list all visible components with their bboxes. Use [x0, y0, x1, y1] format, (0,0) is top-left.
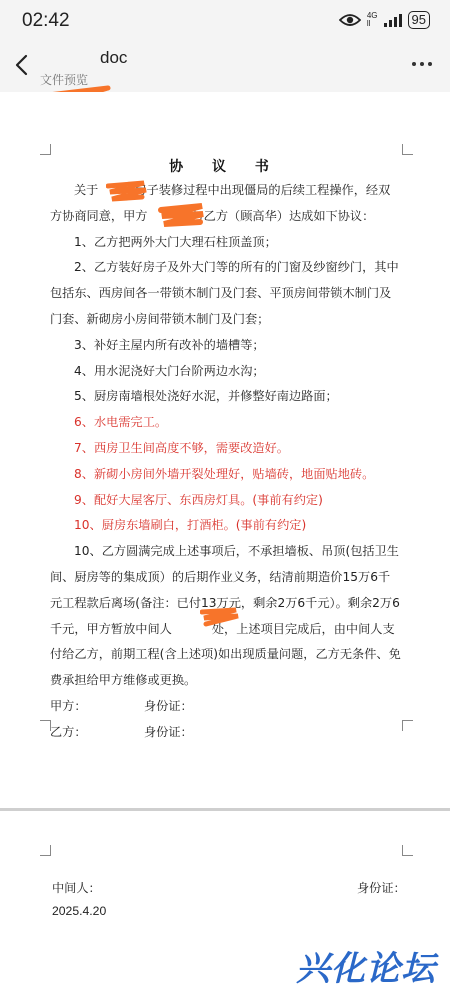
network-sub: ll [366, 19, 371, 28]
middleman-label: 中间人： [52, 881, 101, 895]
party-a-sign-row [50, 694, 402, 720]
agreement-item: 10、厨房东墙刷白，打酒柜。(事前有约定) [74, 518, 307, 533]
network-label: 4G [366, 11, 378, 20]
page-corner-mark [402, 845, 413, 856]
intro-paragraph: 关于 房子装修过程中出现僵局的后续工程操作，经双方协商同意，甲方 与乙方（顾高华）达成如下协议： [50, 183, 391, 223]
signal-icon [384, 13, 402, 27]
document-subtitle: 文件预览 [40, 73, 89, 87]
page-corner-mark [40, 144, 51, 155]
agreement-item: 7、西房卫生间高度不够，需要改造好。 [74, 440, 289, 455]
agreement-item: 4、用水泥浇好大门台阶两边水沟； [74, 363, 265, 378]
middleman-id-label: 身份证： [357, 881, 406, 895]
status-time: 02:42 [22, 10, 70, 31]
status-icons [339, 11, 430, 29]
redaction-scribble [106, 180, 148, 202]
document-page-2 [0, 811, 450, 1000]
redaction-scribble [200, 606, 240, 628]
party-a-label: 甲方： [50, 698, 87, 713]
network-indicator [367, 12, 378, 28]
agreement-item: 6、水电需完工。 [74, 415, 168, 430]
agreement-item: 3、补好主屋内所有改补的墙槽等； [74, 337, 265, 352]
party-a-id-label: 身份证： [144, 698, 193, 713]
agreement-item: 8、新砌小房间外墙开裂处理好，贴墙砖，地面贴地砖。 [74, 466, 375, 481]
battery-icon: 95 [408, 11, 430, 29]
forum-watermark: 兴化论坛 [296, 949, 436, 989]
agreement-item: 2、乙方装好房子及外大门等的所有的门窗及纱窗纱门，其中包括东、西房间各一带锁木制门及门套、平顶房间带锁木制门及门套、新砌房小房间带锁木制门及门套； [50, 260, 399, 326]
agreement-heading: 协 议 书 [169, 159, 281, 175]
eye-icon [339, 13, 361, 27]
party-b-sign-row [50, 720, 402, 746]
signing-date: 2025.4.20 [52, 904, 107, 918]
agreement-items [50, 230, 402, 540]
page-corner-mark [402, 720, 413, 731]
document-title: doc [100, 48, 128, 67]
more-icon[interactable] [412, 62, 432, 66]
back-icon[interactable] [10, 52, 34, 78]
agreement-item: 5、厨房南墙根处浇好水泥，并修整好南边路面； [74, 389, 338, 404]
document-page-1 [0, 92, 450, 808]
page-corner-mark [40, 845, 51, 856]
page-corner-mark [402, 144, 413, 155]
status-bar [0, 0, 450, 40]
redaction-scribble [158, 202, 206, 228]
party-b-label: 乙方： [50, 724, 87, 739]
app-bar [0, 40, 450, 92]
party-b-id-label: 身份证： [144, 724, 193, 739]
agreement-item: 1、乙方把两外大门大理石柱顶盖顶； [74, 234, 277, 249]
agreement-body [50, 178, 402, 746]
agreement-item: 9、配好大屋客厅、东西房灯具。(事前有约定) [74, 492, 323, 507]
clause-10-paragraph: 10、乙方圆满完成上述事项后，不承担墙板、吊顶(包括卫生间、厨房等的集成顶）的后期作业义务，结清前期造价15万6千元工程款后离场(备注：已付13万元，剩余2万6千元）。剩余2万6千元，甲方暂放中间人 处，上述项目完成后，由中间人支付给乙方，前期工程(含上述项)如出现质量问题，乙方无条件、免费承担给甲方维修或更换。 [50, 544, 401, 688]
